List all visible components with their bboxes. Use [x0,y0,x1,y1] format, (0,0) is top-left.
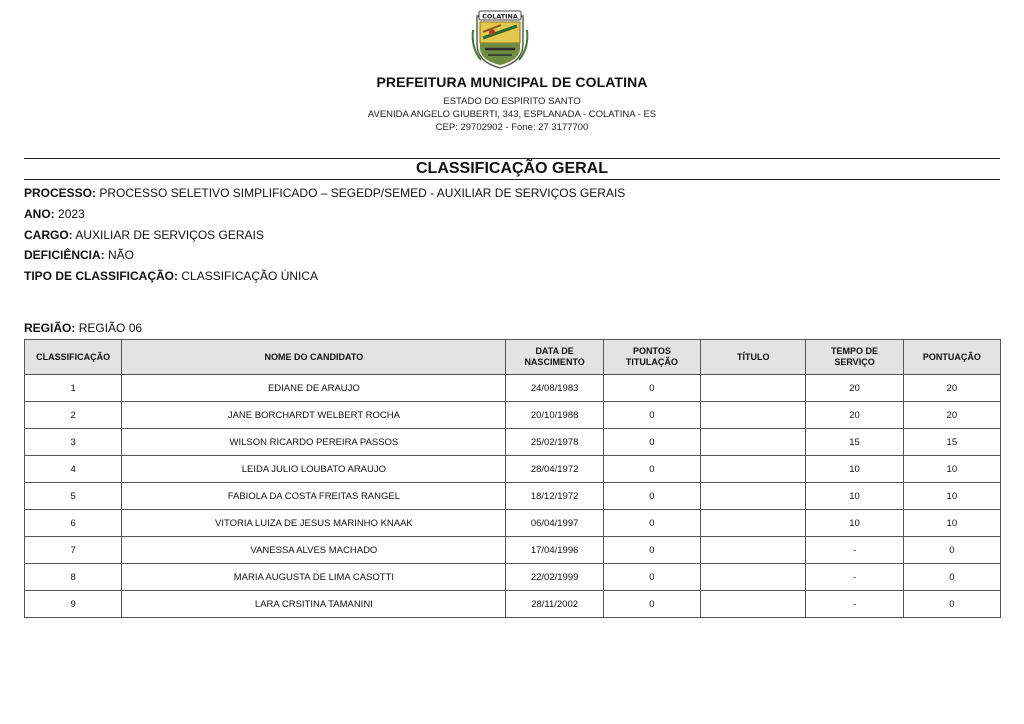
table-row [25,537,1001,564]
meta-processo-value: PROCESSO SELETIVO SIMPLIFICADO – SEGEDP/SEMED - AUXILIAR DE SERVIÇOS GERAIS [99,186,626,200]
col-header-pontos-line1: PONTOS [632,346,671,356]
table-body [25,375,1001,618]
col-header-data-nascimento-line2: NASCIMENTO [524,357,585,367]
institution-title: PREFEITURA MUNICIPAL DE COLATINA [376,74,648,90]
contact-line: CEP: 29702902 - Fone: 27 3177700 [435,122,589,133]
table-row [25,375,1001,402]
meta-ano-value: 2023 [58,207,85,221]
cell-data-nascimento: 06/04/1997 [506,510,603,537]
table-row [25,483,1001,510]
cell-data-nascimento: 17/04/1996 [506,537,603,564]
col-header-pontuacao: PONTUAÇÃO [903,340,1000,375]
cell-pontos-titulacao: 0 [603,402,700,429]
cell-pontos-titulacao: 0 [603,429,700,456]
meta-cargo-value: AUXILIAR DE SERVIÇOS GERAIS [75,228,264,242]
cell-tempo-servico: 20 [806,402,903,429]
meta-tipo-label: TIPO DE CLASSIFICAÇÃO: [24,269,179,283]
divider-bottom [24,179,1000,180]
cell-pontos-titulacao: 0 [603,483,700,510]
section-title: CLASSIFICAÇÃO GERAL [416,160,608,177]
cell-titulo [701,456,806,483]
meta-ano [24,207,85,221]
table-row [25,456,1001,483]
table-row [25,591,1001,618]
meta-cargo [24,228,264,242]
cell-nome: EDIANE DE ARAUJO [122,375,506,402]
cell-classificacao: 4 [25,456,122,483]
col-header-data-nascimento [506,340,603,375]
svg-text:COLATINA: COLATINA [482,12,518,21]
city-crest-logo [471,8,529,70]
cell-titulo [701,483,806,510]
meta-processo-label: PROCESSO: [24,186,97,200]
cell-tempo-servico: 10 [806,456,903,483]
cell-pontuacao: 20 [903,402,1000,429]
meta-tipo-value: CLASSIFICAÇÃO ÚNICA [181,269,319,283]
cell-data-nascimento: 18/12/1972 [506,483,603,510]
cell-classificacao: 6 [25,510,122,537]
cell-titulo [701,564,806,591]
col-header-nome: NOME DO CANDIDATO [122,340,506,375]
cell-pontuacao: 10 [903,510,1000,537]
cell-nome: VITORIA LUIZA DE JESUS MARINHO KNAAK [122,510,506,537]
cell-pontuacao: 15 [903,429,1000,456]
table-row [25,429,1001,456]
meta-processo [24,186,625,200]
cell-titulo [701,591,806,618]
cell-nome: MARIA AUGUSTA DE LIMA CASOTTI [122,564,506,591]
cell-titulo [701,429,806,456]
cell-pontuacao: 0 [903,591,1000,618]
cell-nome: LARA CRSITINA TAMANINI [122,591,506,618]
col-header-titulo: TÍTULO [701,340,806,375]
cell-data-nascimento: 20/10/1988 [506,402,603,429]
col-header-pontos-line2: TITULAÇÃO [625,357,678,367]
cell-data-nascimento: 25/02/1978 [506,429,603,456]
cell-classificacao: 5 [25,483,122,510]
state-line: ESTADO DO ESPIRITO SANTO [443,96,581,107]
meta-regiao [24,321,142,335]
cell-pontos-titulacao: 0 [603,456,700,483]
cell-nome: WILSON RICARDO PEREIRA PASSOS [122,429,506,456]
table-row [25,510,1001,537]
cell-tempo-servico: 15 [806,429,903,456]
cell-data-nascimento: 28/04/1972 [506,456,603,483]
meta-regiao-value: REGIÃO 06 [78,321,143,335]
cell-classificacao: 8 [25,564,122,591]
classification-table [24,339,1001,618]
col-header-pontos-titulacao [603,340,700,375]
cell-classificacao: 2 [25,402,122,429]
cell-titulo [701,510,806,537]
cell-classificacao: 3 [25,429,122,456]
cell-pontuacao: 10 [903,483,1000,510]
cell-pontuacao: 10 [903,456,1000,483]
cell-nome: FABIOLA DA COSTA FREITAS RANGEL [122,483,506,510]
col-header-data-nascimento-line1: DATA DE [535,346,574,356]
cell-tempo-servico: - [806,537,903,564]
meta-cargo-label: CARGO: [24,228,73,242]
divider-top [24,158,1000,159]
table-row [25,402,1001,429]
cell-pontos-titulacao: 0 [603,591,700,618]
col-header-classificacao: CLASSIFICAÇÃO [25,340,122,375]
cell-classificacao: 1 [25,375,122,402]
cell-pontuacao: 20 [903,375,1000,402]
cell-titulo [701,537,806,564]
table-row [25,564,1001,591]
address-line: AVENIDA ANGELO GIUBERTI, 343, ESPLANADA - COLATINA - ES [367,109,657,120]
cell-data-nascimento: 28/11/2002 [506,591,603,618]
cell-titulo [701,375,806,402]
cell-data-nascimento: 24/08/1983 [506,375,603,402]
meta-regiao-label: REGIÃO: [24,321,76,335]
table-header-row [25,340,1001,375]
cell-tempo-servico: 10 [806,483,903,510]
cell-tempo-servico: 10 [806,510,903,537]
cell-tempo-servico: - [806,564,903,591]
cell-pontuacao: 0 [903,537,1000,564]
cell-pontos-titulacao: 0 [603,564,700,591]
meta-deficiencia-value: NÃO [108,248,135,262]
cell-pontos-titulacao: 0 [603,375,700,402]
cell-classificacao: 7 [25,537,122,564]
cell-tempo-servico: - [806,591,903,618]
meta-ano-label: ANO: [24,207,55,221]
cell-nome: LEIDA JULIO LOUBATO ARAUJO [122,456,506,483]
cell-tempo-servico: 20 [806,375,903,402]
cell-pontuacao: 0 [903,564,1000,591]
cell-data-nascimento: 22/02/1999 [506,564,603,591]
cell-titulo [701,402,806,429]
meta-tipo-classificacao [24,269,318,283]
col-header-tempo-servico [806,340,903,375]
cell-nome: VANESSA ALVES MACHADO [122,537,506,564]
col-header-tempo-line1: TEMPO DE [831,346,879,356]
col-header-tempo-line2: SERVIÇO [834,357,875,367]
cell-nome: JANE BORCHARDT WELBERT ROCHA [122,402,506,429]
meta-deficiencia-label: DEFICIÊNCIA: [24,248,105,262]
cell-classificacao: 9 [25,591,122,618]
cell-pontos-titulacao: 0 [603,537,700,564]
meta-deficiencia [24,248,134,262]
crest-icon [471,8,529,70]
cell-pontos-titulacao: 0 [603,510,700,537]
